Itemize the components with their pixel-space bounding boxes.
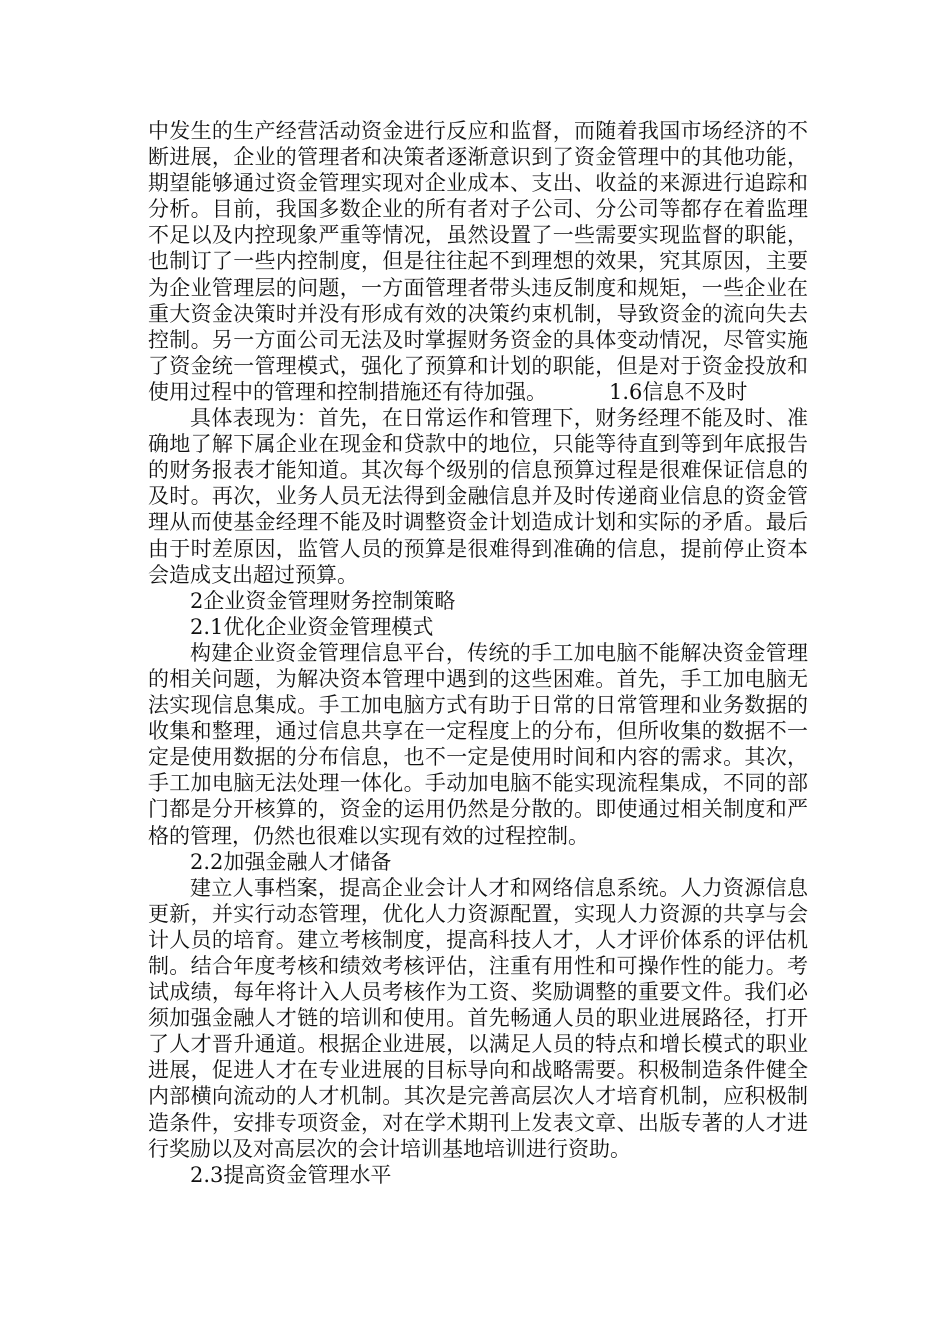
section-heading-2-3: 2.3提高资金管理水平 xyxy=(190,1162,392,1187)
paragraph-continuation xyxy=(148,118,808,405)
section-heading-2-2: 2.2加强金融人才储备 xyxy=(190,849,392,874)
paragraph-platform: 构建企业资金管理信息平台，传统的手工加电脑不能解决资金管理的相关问题，为解决资本管理中遇到的这些困难。首先，手工加电脑无法实现信息集成。手工加电脑方式有助于日常的日常管理和业务数据的收集和整理，通过信息共享在一定程度上的分布，但所收集的数据不一定是使用数据的分布信息，也不一定是使用时间和内容的需求。其次，手工加电脑无法处理一体化。手动加电脑不能实现流程集成，不同的部门都是分开核算的，资金的运用仍然是分散的。即使通过相关制度和严格的管理，仍然也很难以实现有效的过程控制。 xyxy=(148,640,808,848)
section-heading-2: 2企业资金管理财务控制策略 xyxy=(190,588,456,613)
paragraph-talent: 建立人事档案，提高企业会计人才和网络信息系统。人力资源信息更新，并实行动态管理，优化人力资源配置，实现人力资源的共享与会计人员的培育。建立考核制度，提高科技人才，人才评价体系的评估机制。结合年度考核和绩效考核评估，注重有用性和可操作性的能力。考试成绩，每年将计入人员考核作为工资、奖励调整的重要文件。我们必须加强金融人才链的培训和使用。首先畅通人员的职业进展路径，打开了人才晋升通道。根据企业进展，以满足人员的特点和增长模式的职业进展，促进人才在专业进展的目标导向和战略需要。积极制造条件健全内部横向流动的人才机制。其次是完善高层次人才培育机制，应积极制造条件，安排专项资金，对在学术期刊上发表文章、出版专著的人才进行奖励以及对高层次的会计培训基地培训进行资助。 xyxy=(148,875,808,1161)
section-heading-1-6: 1.6信息不及时 xyxy=(609,379,748,404)
paragraph-text: 中发生的生产经营活动资金进行反应和监督，而随着我国市场经济的不断进展，企业的管理者和决策者逐渐意识到了资金管理中的其他功能，期望能够通过资金管理实现对企业成本、支出、收益的来源进行追踪和分析。目前，我国多数企业的所有者对子公司、分公司等都存在着监理不足以及内控现象严重等情况，虽然设置了一些需要实现监督的职能，也制订了一些内控制度，但是往往起不到理想的效果，究其原因，主要为企业管理层的问题，一方面管理者带头违反制度和规矩，一些企业在重大资金决策时并没有形成有效的决策约束机制，导致资金的流向失去控制。另一方面公司无法及时掌握财务资金的具体变动情况，尽管实施了资金统一管理模式，强化了预算和计划的职能，但是对于资金投放和使用过程中的管理和控制措施还有待加强。 xyxy=(148,119,808,404)
document-body xyxy=(148,118,808,1188)
section-heading-2-1: 2.1优化企业资金管理模式 xyxy=(190,614,434,639)
paragraph-timeliness: 具体表现为：首先，在日常运作和管理下，财务经理不能及时、准确地了解下属企业在现金和贷款中的地位，只能等待直到等到年底报告的财务报表才能知道。其次每个级别的信息预算过程是很难保证信息的及时。再次，业务人员无法得到金融信息并及时传递商业信息的资金管理从而使基金经理不能及时调整资金计划造成计划和实际的矛盾。最后由于时差原因，监管人员的预算是很难得到准确的信息，提前停止资本会造成支出超过预算。 xyxy=(148,406,808,587)
